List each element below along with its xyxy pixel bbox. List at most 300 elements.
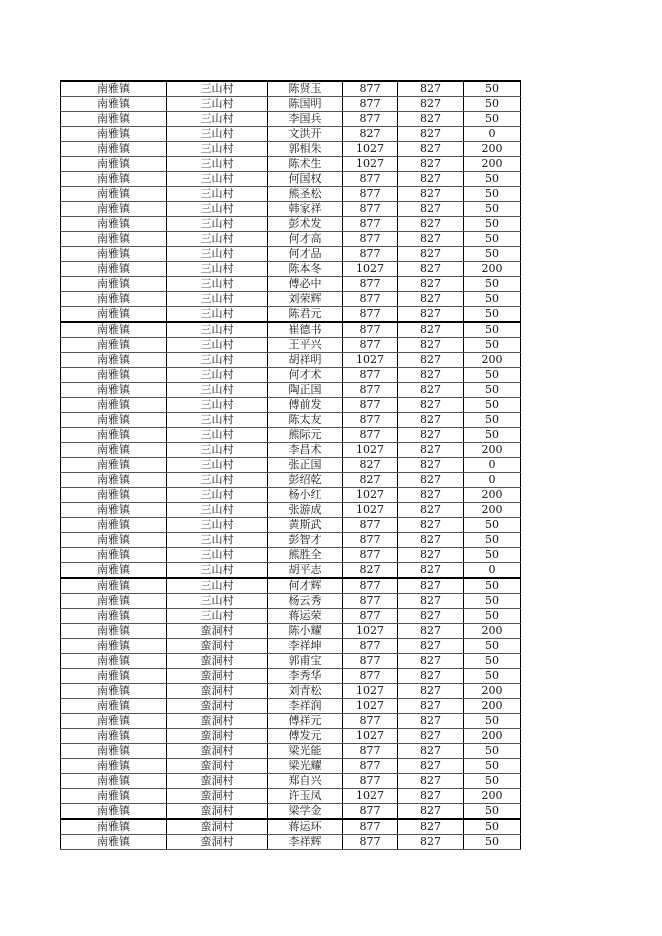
name-cell[interactable]: 蒋运荣 [268,609,343,624]
amount-b-cell[interactable]: 827 [398,684,464,699]
town-cell[interactable]: 南雅镇 [61,473,167,488]
difference-cell[interactable]: 200 [464,789,521,804]
town-cell[interactable]: 南雅镇 [61,322,167,338]
amount-b-cell[interactable]: 827 [398,639,464,654]
difference-cell[interactable]: 200 [464,729,521,744]
town-cell[interactable]: 南雅镇 [61,729,167,744]
town-cell[interactable]: 南雅镇 [61,533,167,548]
difference-cell[interactable]: 50 [464,322,521,338]
amount-a-cell[interactable]: 827 [343,458,398,473]
name-cell[interactable]: 彭术发 [268,217,343,232]
town-cell[interactable]: 南雅镇 [61,819,167,835]
name-cell[interactable]: 傅前发 [268,398,343,413]
name-cell[interactable]: 梁光能 [268,744,343,759]
difference-cell[interactable]: 200 [464,353,521,368]
name-cell[interactable]: 刘青松 [268,684,343,699]
amount-a-cell[interactable]: 877 [343,639,398,654]
difference-cell[interactable]: 50 [464,594,521,609]
town-cell[interactable]: 南雅镇 [61,127,167,142]
amount-a-cell[interactable]: 877 [343,744,398,759]
amount-a-cell[interactable]: 827 [343,563,398,579]
difference-cell[interactable]: 50 [464,202,521,217]
town-cell[interactable]: 南雅镇 [61,338,167,353]
amount-a-cell[interactable]: 1027 [343,443,398,458]
difference-cell[interactable]: 50 [464,518,521,533]
name-cell[interactable]: 何才品 [268,247,343,262]
difference-cell[interactable]: 50 [464,533,521,548]
amount-a-cell[interactable]: 1027 [343,353,398,368]
difference-cell[interactable]: 50 [464,609,521,624]
amount-b-cell[interactable]: 827 [398,458,464,473]
town-cell[interactable]: 南雅镇 [61,804,167,820]
town-cell[interactable]: 南雅镇 [61,835,167,850]
amount-b-cell[interactable]: 827 [398,835,464,850]
town-cell[interactable]: 南雅镇 [61,744,167,759]
amount-b-cell[interactable]: 827 [398,503,464,518]
name-cell[interactable]: 何国权 [268,172,343,187]
village-cell[interactable]: 三山村 [167,262,268,277]
amount-b-cell[interactable]: 827 [398,232,464,247]
village-cell[interactable]: 三山村 [167,81,268,97]
village-cell[interactable]: 蛮洞村 [167,669,268,684]
amount-a-cell[interactable]: 1027 [343,624,398,639]
town-cell[interactable]: 南雅镇 [61,232,167,247]
town-cell[interactable]: 南雅镇 [61,563,167,579]
amount-a-cell[interactable]: 1027 [343,699,398,714]
difference-cell[interactable]: 200 [464,699,521,714]
town-cell[interactable]: 南雅镇 [61,443,167,458]
amount-a-cell[interactable]: 877 [343,413,398,428]
village-cell[interactable]: 三山村 [167,518,268,533]
name-cell[interactable]: 蒋运环 [268,819,343,835]
village-cell[interactable]: 三山村 [167,217,268,232]
town-cell[interactable]: 南雅镇 [61,262,167,277]
name-cell[interactable]: 傅发元 [268,729,343,744]
difference-cell[interactable]: 0 [464,127,521,142]
difference-cell[interactable]: 50 [464,819,521,835]
name-cell[interactable]: 王平兴 [268,338,343,353]
amount-a-cell[interactable]: 1027 [343,503,398,518]
difference-cell[interactable]: 50 [464,774,521,789]
village-cell[interactable]: 蛮洞村 [167,835,268,850]
town-cell[interactable]: 南雅镇 [61,503,167,518]
name-cell[interactable]: 胡平志 [268,563,343,579]
amount-a-cell[interactable]: 1027 [343,157,398,172]
town-cell[interactable]: 南雅镇 [61,789,167,804]
amount-b-cell[interactable]: 827 [398,127,464,142]
village-cell[interactable]: 三山村 [167,353,268,368]
amount-b-cell[interactable]: 827 [398,262,464,277]
name-cell[interactable]: 傅必中 [268,277,343,292]
name-cell[interactable]: 李秀华 [268,669,343,684]
amount-a-cell[interactable]: 877 [343,759,398,774]
difference-cell[interactable]: 50 [464,654,521,669]
amount-a-cell[interactable]: 1027 [343,262,398,277]
amount-a-cell[interactable]: 877 [343,81,398,97]
amount-b-cell[interactable]: 827 [398,819,464,835]
amount-a-cell[interactable]: 877 [343,247,398,262]
amount-a-cell[interactable]: 877 [343,338,398,353]
village-cell[interactable]: 三山村 [167,292,268,307]
difference-cell[interactable]: 50 [464,639,521,654]
amount-b-cell[interactable]: 827 [398,368,464,383]
amount-b-cell[interactable]: 827 [398,669,464,684]
amount-a-cell[interactable]: 877 [343,533,398,548]
town-cell[interactable]: 南雅镇 [61,624,167,639]
difference-cell[interactable]: 50 [464,413,521,428]
town-cell[interactable]: 南雅镇 [61,292,167,307]
town-cell[interactable]: 南雅镇 [61,639,167,654]
amount-a-cell[interactable]: 877 [343,217,398,232]
village-cell[interactable]: 三山村 [167,503,268,518]
amount-a-cell[interactable]: 877 [343,292,398,307]
amount-b-cell[interactable]: 827 [398,729,464,744]
town-cell[interactable]: 南雅镇 [61,383,167,398]
town-cell[interactable]: 南雅镇 [61,81,167,97]
difference-cell[interactable]: 50 [464,835,521,850]
town-cell[interactable]: 南雅镇 [61,172,167,187]
village-cell[interactable]: 蛮洞村 [167,639,268,654]
difference-cell[interactable]: 50 [464,428,521,443]
village-cell[interactable]: 蛮洞村 [167,699,268,714]
amount-b-cell[interactable]: 827 [398,518,464,533]
amount-b-cell[interactable]: 827 [398,187,464,202]
amount-a-cell[interactable]: 877 [343,307,398,323]
amount-a-cell[interactable]: 827 [343,127,398,142]
difference-cell[interactable]: 50 [464,578,521,594]
amount-b-cell[interactable]: 827 [398,338,464,353]
name-cell[interactable]: 熊际元 [268,428,343,443]
village-cell[interactable]: 三山村 [167,307,268,323]
town-cell[interactable]: 南雅镇 [61,247,167,262]
amount-a-cell[interactable]: 877 [343,97,398,112]
village-cell[interactable]: 三山村 [167,232,268,247]
village-cell[interactable]: 三山村 [167,187,268,202]
difference-cell[interactable]: 50 [464,81,521,97]
amount-a-cell[interactable]: 877 [343,277,398,292]
difference-cell[interactable]: 50 [464,383,521,398]
town-cell[interactable]: 南雅镇 [61,307,167,323]
difference-cell[interactable]: 50 [464,338,521,353]
name-cell[interactable]: 文洪开 [268,127,343,142]
town-cell[interactable]: 南雅镇 [61,654,167,669]
village-cell[interactable]: 三山村 [167,488,268,503]
name-cell[interactable]: 彭绍乾 [268,473,343,488]
amount-b-cell[interactable]: 827 [398,699,464,714]
village-cell[interactable]: 三山村 [167,383,268,398]
amount-b-cell[interactable]: 827 [398,202,464,217]
amount-a-cell[interactable]: 877 [343,774,398,789]
name-cell[interactable]: 许玉凤 [268,789,343,804]
name-cell[interactable]: 郭甫宝 [268,654,343,669]
name-cell[interactable]: 胡祥明 [268,353,343,368]
amount-a-cell[interactable]: 877 [343,322,398,338]
difference-cell[interactable]: 50 [464,247,521,262]
village-cell[interactable]: 蛮洞村 [167,624,268,639]
village-cell[interactable]: 三山村 [167,428,268,443]
village-cell[interactable]: 三山村 [167,172,268,187]
difference-cell[interactable]: 50 [464,398,521,413]
town-cell[interactable]: 南雅镇 [61,774,167,789]
town-cell[interactable]: 南雅镇 [61,142,167,157]
difference-cell[interactable]: 50 [464,804,521,820]
amount-a-cell[interactable]: 877 [343,383,398,398]
difference-cell[interactable]: 0 [464,458,521,473]
name-cell[interactable]: 陶正国 [268,383,343,398]
amount-b-cell[interactable]: 827 [398,548,464,563]
amount-a-cell[interactable]: 877 [343,518,398,533]
town-cell[interactable]: 南雅镇 [61,398,167,413]
village-cell[interactable]: 三山村 [167,338,268,353]
village-cell[interactable]: 三山村 [167,443,268,458]
village-cell[interactable]: 三山村 [167,609,268,624]
town-cell[interactable]: 南雅镇 [61,518,167,533]
amount-a-cell[interactable]: 877 [343,112,398,127]
name-cell[interactable]: 李昌术 [268,443,343,458]
difference-cell[interactable]: 0 [464,473,521,488]
village-cell[interactable]: 蛮洞村 [167,684,268,699]
village-cell[interactable]: 蛮洞村 [167,789,268,804]
difference-cell[interactable]: 200 [464,624,521,639]
town-cell[interactable]: 南雅镇 [61,97,167,112]
difference-cell[interactable]: 200 [464,684,521,699]
town-cell[interactable]: 南雅镇 [61,413,167,428]
difference-cell[interactable]: 200 [464,443,521,458]
amount-b-cell[interactable]: 827 [398,609,464,624]
difference-cell[interactable]: 50 [464,172,521,187]
village-cell[interactable]: 三山村 [167,594,268,609]
village-cell[interactable]: 三山村 [167,398,268,413]
name-cell[interactable]: 陈术生 [268,157,343,172]
name-cell[interactable]: 黄斯武 [268,518,343,533]
difference-cell[interactable]: 50 [464,759,521,774]
village-cell[interactable]: 三山村 [167,247,268,262]
amount-b-cell[interactable]: 827 [398,654,464,669]
amount-b-cell[interactable]: 827 [398,157,464,172]
village-cell[interactable]: 三山村 [167,322,268,338]
amount-a-cell[interactable]: 877 [343,804,398,820]
amount-b-cell[interactable]: 827 [398,533,464,548]
village-cell[interactable]: 三山村 [167,413,268,428]
amount-a-cell[interactable]: 1027 [343,729,398,744]
town-cell[interactable]: 南雅镇 [61,684,167,699]
village-cell[interactable]: 三山村 [167,142,268,157]
name-cell[interactable]: 崔德书 [268,322,343,338]
difference-cell[interactable]: 50 [464,97,521,112]
town-cell[interactable]: 南雅镇 [61,112,167,127]
difference-cell[interactable]: 50 [464,292,521,307]
amount-a-cell[interactable]: 877 [343,428,398,443]
difference-cell[interactable]: 200 [464,157,521,172]
town-cell[interactable]: 南雅镇 [61,368,167,383]
amount-a-cell[interactable]: 877 [343,202,398,217]
name-cell[interactable]: 陈君元 [268,307,343,323]
village-cell[interactable]: 三山村 [167,563,268,579]
amount-b-cell[interactable]: 827 [398,789,464,804]
amount-a-cell[interactable]: 877 [343,669,398,684]
amount-a-cell[interactable]: 1027 [343,488,398,503]
name-cell[interactable]: 刘荣辉 [268,292,343,307]
amount-b-cell[interactable]: 827 [398,112,464,127]
amount-b-cell[interactable]: 827 [398,322,464,338]
name-cell[interactable]: 李祥坤 [268,639,343,654]
difference-cell[interactable]: 50 [464,669,521,684]
amount-a-cell[interactable]: 877 [343,232,398,247]
amount-a-cell[interactable]: 877 [343,714,398,729]
name-cell[interactable]: 杨云秀 [268,594,343,609]
amount-a-cell[interactable]: 877 [343,548,398,563]
town-cell[interactable]: 南雅镇 [61,488,167,503]
village-cell[interactable]: 蛮洞村 [167,774,268,789]
difference-cell[interactable]: 200 [464,142,521,157]
town-cell[interactable]: 南雅镇 [61,714,167,729]
difference-cell[interactable]: 50 [464,744,521,759]
name-cell[interactable]: 陈贤玉 [268,81,343,97]
name-cell[interactable]: 李祥润 [268,699,343,714]
village-cell[interactable]: 三山村 [167,473,268,488]
amount-a-cell[interactable]: 877 [343,594,398,609]
amount-b-cell[interactable]: 827 [398,307,464,323]
amount-b-cell[interactable]: 827 [398,443,464,458]
village-cell[interactable]: 蛮洞村 [167,819,268,835]
amount-b-cell[interactable]: 827 [398,292,464,307]
name-cell[interactable]: 何才高 [268,232,343,247]
village-cell[interactable]: 蛮洞村 [167,654,268,669]
village-cell[interactable]: 三山村 [167,277,268,292]
village-cell[interactable]: 三山村 [167,533,268,548]
amount-b-cell[interactable]: 827 [398,804,464,820]
village-cell[interactable]: 三山村 [167,157,268,172]
difference-cell[interactable]: 50 [464,112,521,127]
difference-cell[interactable]: 50 [464,548,521,563]
town-cell[interactable]: 南雅镇 [61,609,167,624]
amount-a-cell[interactable]: 877 [343,187,398,202]
amount-a-cell[interactable]: 1027 [343,684,398,699]
name-cell[interactable]: 郑自兴 [268,774,343,789]
town-cell[interactable]: 南雅镇 [61,578,167,594]
name-cell[interactable]: 梁光耀 [268,759,343,774]
amount-b-cell[interactable]: 827 [398,142,464,157]
name-cell[interactable]: 陈小耀 [268,624,343,639]
name-cell[interactable]: 李祥辉 [268,835,343,850]
amount-a-cell[interactable]: 877 [343,368,398,383]
amount-b-cell[interactable]: 827 [398,624,464,639]
amount-b-cell[interactable]: 827 [398,247,464,262]
town-cell[interactable]: 南雅镇 [61,428,167,443]
name-cell[interactable]: 陈国明 [268,97,343,112]
name-cell[interactable]: 彭智才 [268,533,343,548]
name-cell[interactable]: 李国兵 [268,112,343,127]
amount-b-cell[interactable]: 827 [398,413,464,428]
amount-a-cell[interactable]: 1027 [343,142,398,157]
amount-b-cell[interactable]: 827 [398,217,464,232]
name-cell[interactable]: 韩家祥 [268,202,343,217]
name-cell[interactable]: 何才辉 [268,578,343,594]
amount-b-cell[interactable]: 827 [398,759,464,774]
town-cell[interactable]: 南雅镇 [61,277,167,292]
amount-b-cell[interactable]: 827 [398,398,464,413]
difference-cell[interactable]: 50 [464,307,521,323]
name-cell[interactable]: 陈太友 [268,413,343,428]
town-cell[interactable]: 南雅镇 [61,353,167,368]
amount-b-cell[interactable]: 827 [398,428,464,443]
amount-b-cell[interactable]: 827 [398,578,464,594]
town-cell[interactable]: 南雅镇 [61,548,167,563]
amount-a-cell[interactable]: 877 [343,172,398,187]
amount-a-cell[interactable]: 1027 [343,789,398,804]
town-cell[interactable]: 南雅镇 [61,202,167,217]
amount-b-cell[interactable]: 827 [398,774,464,789]
town-cell[interactable]: 南雅镇 [61,157,167,172]
town-cell[interactable]: 南雅镇 [61,594,167,609]
village-cell[interactable]: 蛮洞村 [167,729,268,744]
amount-a-cell[interactable]: 877 [343,398,398,413]
difference-cell[interactable]: 50 [464,277,521,292]
town-cell[interactable]: 南雅镇 [61,217,167,232]
town-cell[interactable]: 南雅镇 [61,187,167,202]
difference-cell[interactable]: 50 [464,714,521,729]
name-cell[interactable]: 张正国 [268,458,343,473]
name-cell[interactable]: 何才术 [268,368,343,383]
name-cell[interactable]: 张游成 [268,503,343,518]
name-cell[interactable]: 陈本冬 [268,262,343,277]
difference-cell[interactable]: 200 [464,262,521,277]
amount-b-cell[interactable]: 827 [398,488,464,503]
village-cell[interactable]: 三山村 [167,127,268,142]
village-cell[interactable]: 三山村 [167,97,268,112]
amount-b-cell[interactable]: 827 [398,473,464,488]
village-cell[interactable]: 三山村 [167,202,268,217]
town-cell[interactable]: 南雅镇 [61,759,167,774]
town-cell[interactable]: 南雅镇 [61,458,167,473]
amount-b-cell[interactable]: 827 [398,81,464,97]
difference-cell[interactable]: 50 [464,187,521,202]
amount-b-cell[interactable]: 827 [398,353,464,368]
amount-b-cell[interactable]: 827 [398,744,464,759]
name-cell[interactable]: 杨小红 [268,488,343,503]
difference-cell[interactable]: 200 [464,503,521,518]
difference-cell[interactable]: 50 [464,217,521,232]
amount-b-cell[interactable]: 827 [398,563,464,579]
amount-a-cell[interactable]: 877 [343,654,398,669]
difference-cell[interactable]: 0 [464,563,521,579]
village-cell[interactable]: 三山村 [167,458,268,473]
amount-b-cell[interactable]: 827 [398,383,464,398]
village-cell[interactable]: 蛮洞村 [167,804,268,820]
difference-cell[interactable]: 50 [464,232,521,247]
amount-a-cell[interactable]: 877 [343,578,398,594]
name-cell[interactable]: 熊圣松 [268,187,343,202]
amount-b-cell[interactable]: 827 [398,714,464,729]
name-cell[interactable]: 梁学金 [268,804,343,820]
amount-b-cell[interactable]: 827 [398,97,464,112]
amount-a-cell[interactable]: 827 [343,473,398,488]
amount-b-cell[interactable]: 827 [398,594,464,609]
name-cell[interactable]: 傅祥元 [268,714,343,729]
village-cell[interactable]: 三山村 [167,368,268,383]
village-cell[interactable]: 蛮洞村 [167,759,268,774]
amount-b-cell[interactable]: 827 [398,277,464,292]
amount-a-cell[interactable]: 877 [343,835,398,850]
village-cell[interactable]: 三山村 [167,112,268,127]
difference-cell[interactable]: 200 [464,488,521,503]
name-cell[interactable]: 熊胜全 [268,548,343,563]
amount-a-cell[interactable]: 877 [343,609,398,624]
town-cell[interactable]: 南雅镇 [61,669,167,684]
village-cell[interactable]: 蛮洞村 [167,744,268,759]
difference-cell[interactable]: 50 [464,368,521,383]
village-cell[interactable]: 三山村 [167,548,268,563]
